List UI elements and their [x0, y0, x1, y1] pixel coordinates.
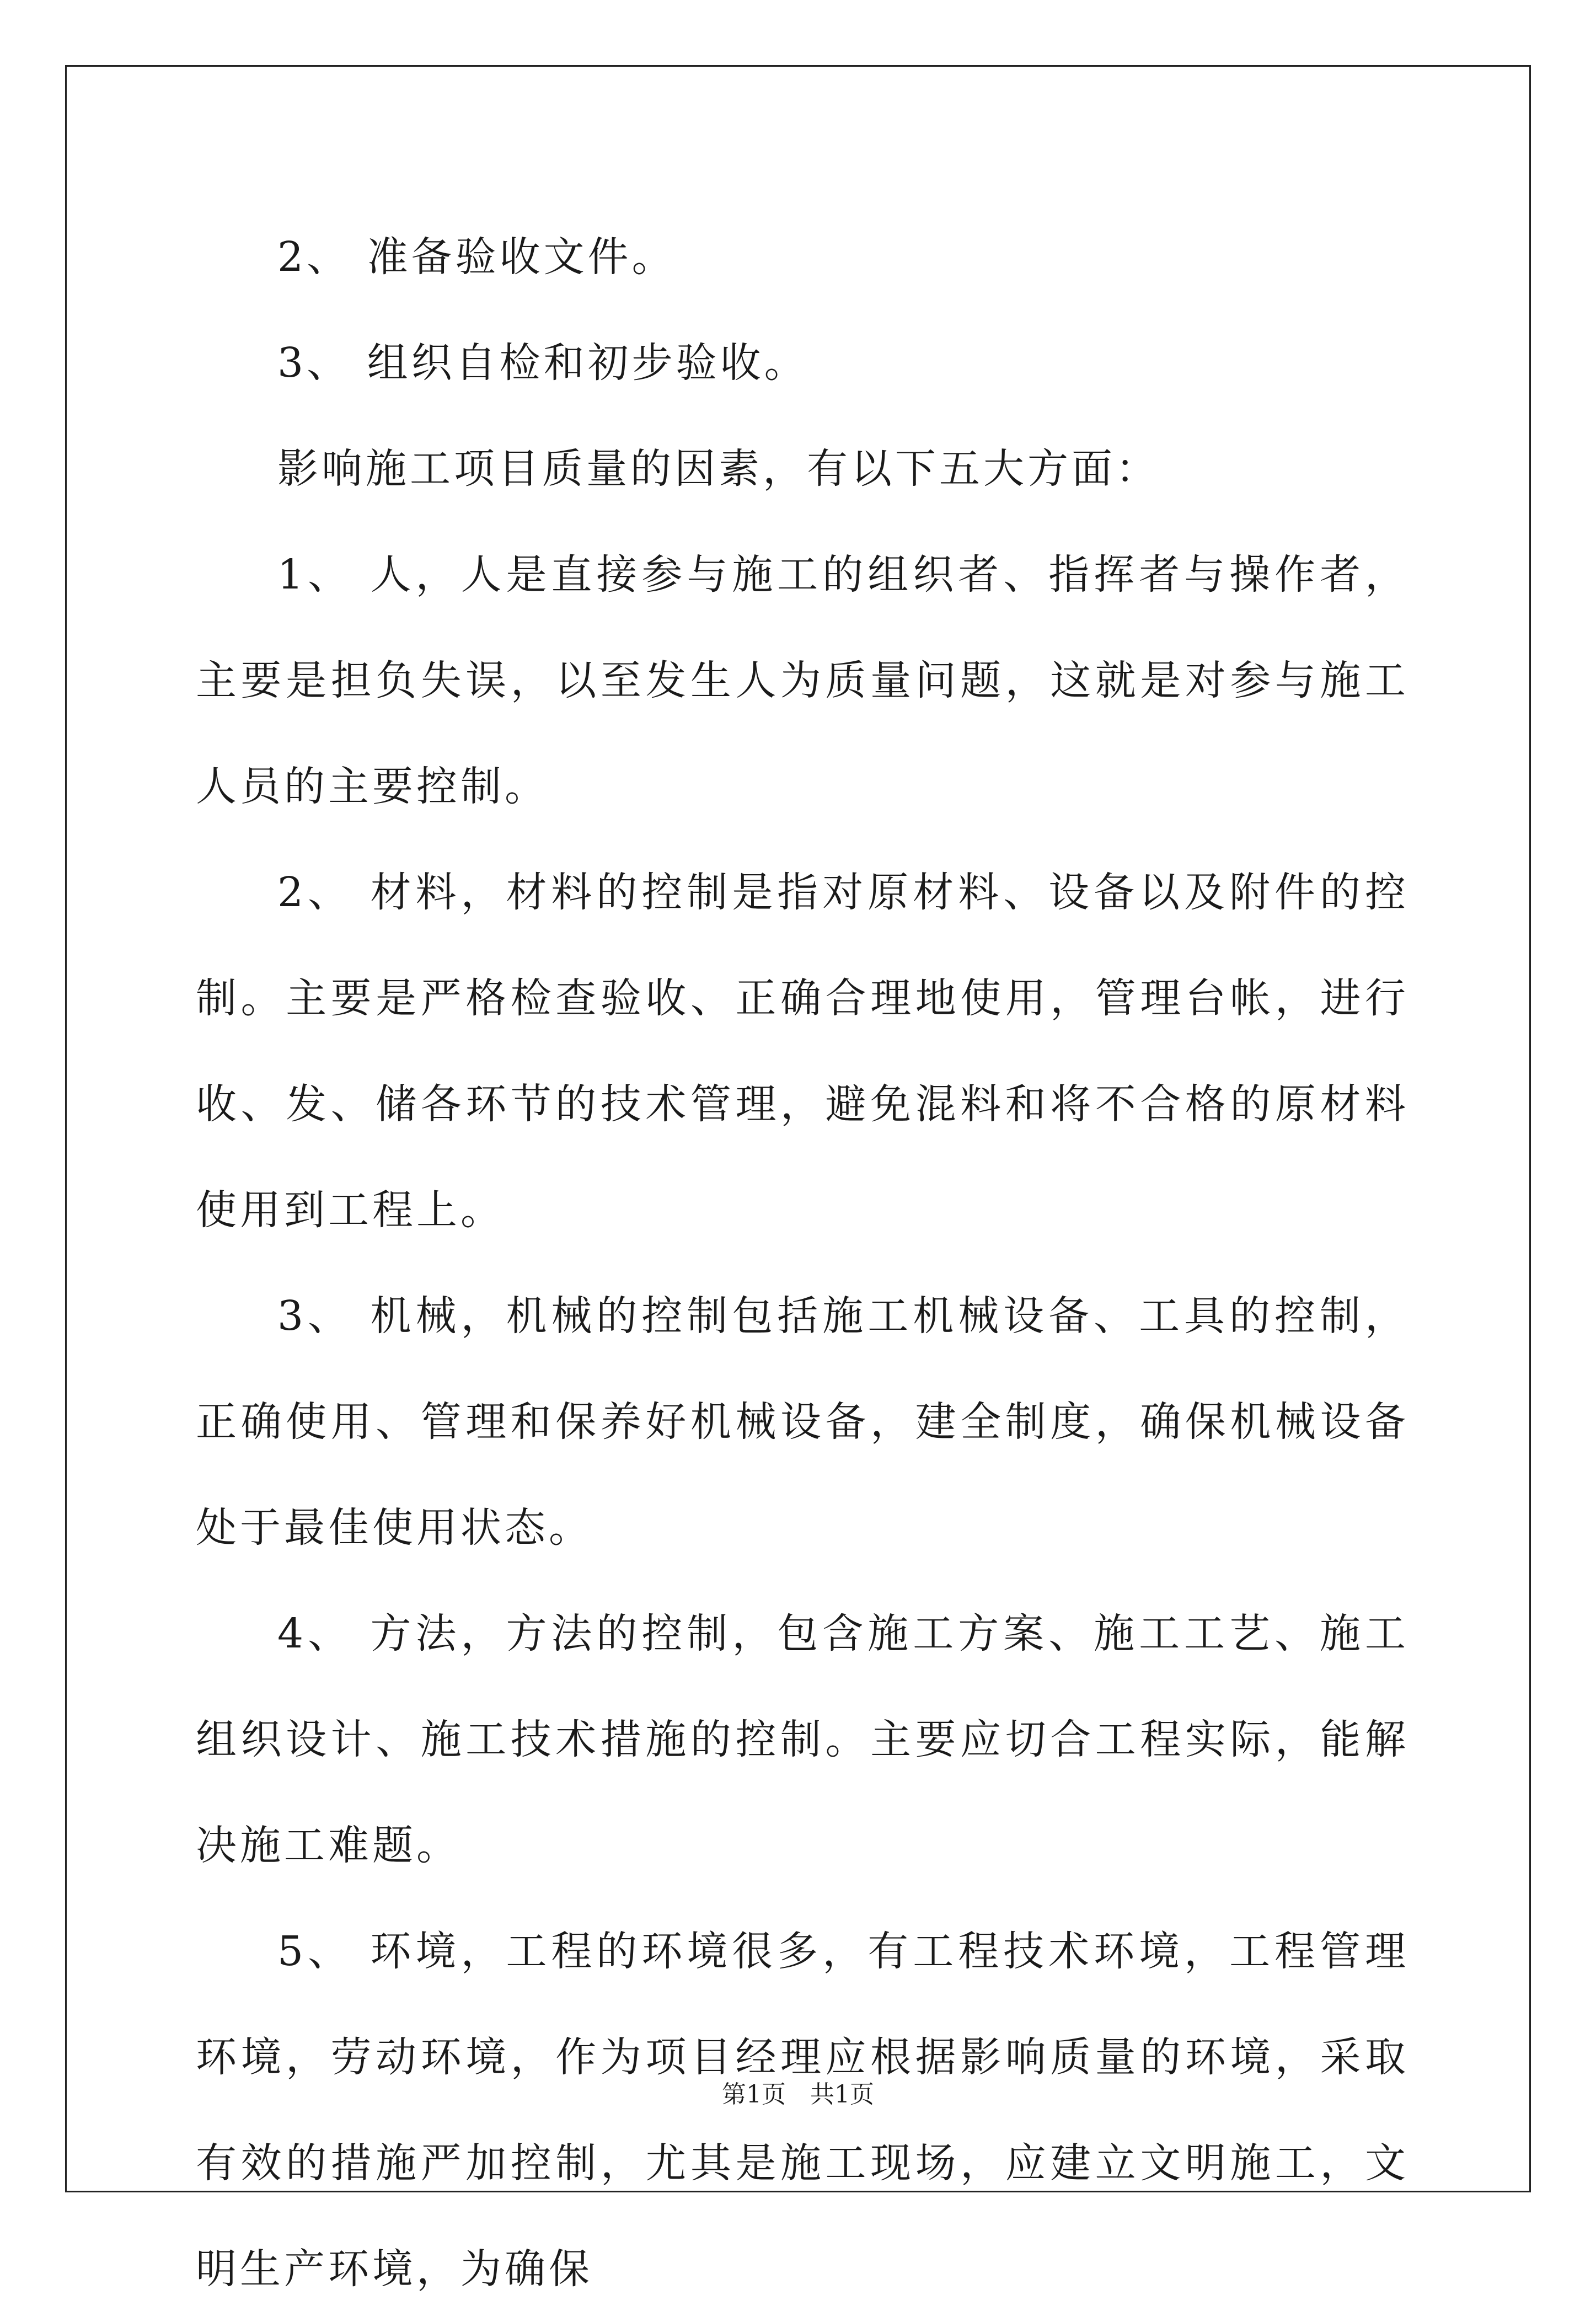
paragraph-factor-machinery: 3、 机械，机械的控制包括施工机械设备、工具的控制，正确使用、管理和保养好机械设备，建全制度，确保机械设备处于最佳使用状态。 [196, 1292, 1409, 1551]
page-number-total: 共1页 [810, 2080, 874, 2109]
paragraph-factor-materials: 2、 材料，材料的控制是指对原材料、设备以及附件的控制。主要是严格检查验收、正确合理地使用，管理台帐，进行收、发、储各环节的技术管理，避免混料和将不合格的原材料使用到工程上。 [196, 869, 1409, 1234]
paragraph-factor-methods: 4、 方法，方法的控制，包含施工方案、施工工艺、施工组织设计、施工技术措施的控制。主要应切合工程实际，能解决施工难题。 [196, 1610, 1409, 1869]
page-number-current: 第1页 [722, 2080, 786, 2109]
paragraph-self-inspection: 3、 组织自检和初步验收。 [277, 339, 808, 387]
page-footer [0, 2078, 1596, 2111]
document-body [196, 204, 1409, 2322]
paragraph-factor-environment: 5、 环境，工程的环境很多，有工程技术环境，工程管理环境，劳动环境，作为项目经理应根据影响质量的环境，采取有效的措施严加控制，尤其是施工现场，应建立文明施工，文明生产环境，为确保 [196, 1928, 1409, 2293]
paragraph-factors-intro: 影响施工项目质量的因素，有以下五大方面： [277, 445, 1160, 493]
paragraph-prep-docs: 2、 准备验收文件。 [277, 233, 676, 281]
paragraph-factor-people: 1、 人，人是直接参与施工的组织者、指挥者与操作者，主要是担负失误，以至发生人为质量问题，这就是对参与施工人员的主要控制。 [196, 551, 1409, 810]
